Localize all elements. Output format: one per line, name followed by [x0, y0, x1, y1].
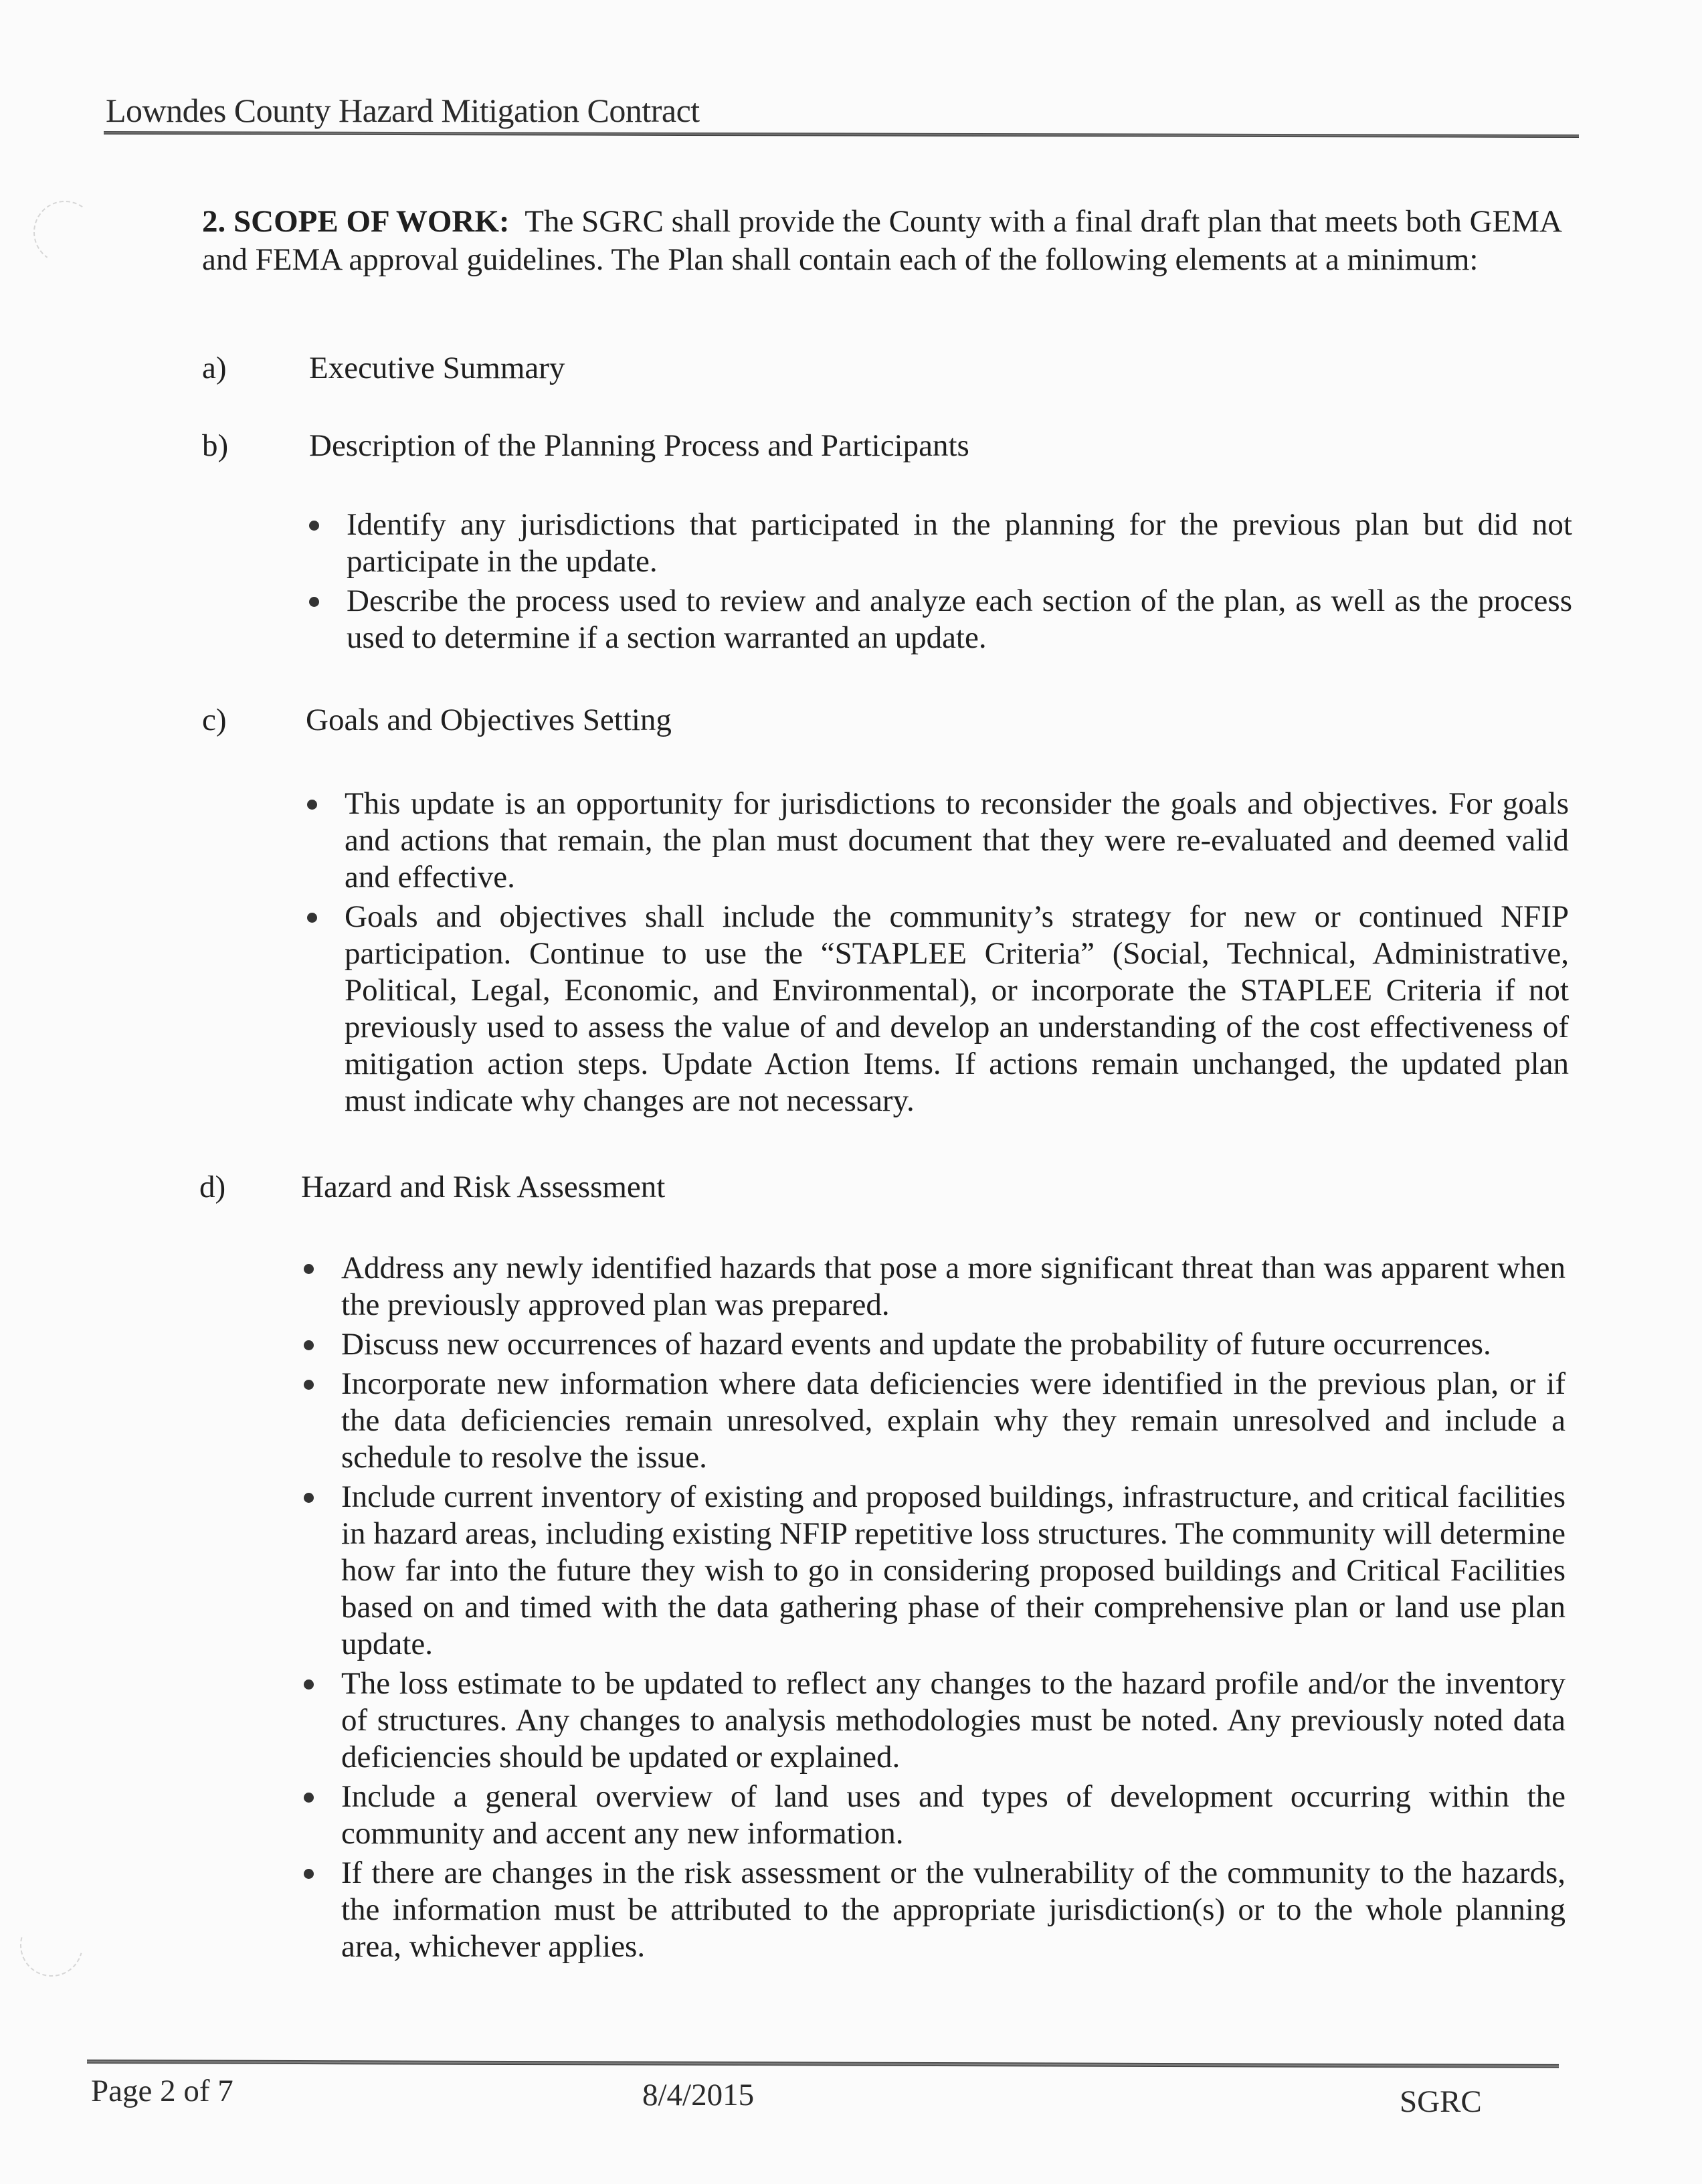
- list-item: Incorporate new information where data deficiencies were identified in the previous plan, or if the data deficiencies remain unresolved, explain why they remain unresolved and include a schedule to resolve the issue.: [294, 1366, 1566, 1476]
- bullet-icon: [304, 1679, 314, 1690]
- section-number-heading: 2. SCOPE OF WORK:: [202, 204, 510, 239]
- list-item: Include a general overview of land uses and types of development occurring within the community and accent any new information.: [294, 1779, 1566, 1852]
- footer-organization: SGRC: [1400, 2084, 1482, 2119]
- page-number: Page 2 of 7: [91, 2074, 233, 2108]
- scope-of-work-intro: [202, 203, 1574, 279]
- section-letter: d): [199, 1170, 226, 1204]
- section-letter: c): [202, 703, 227, 737]
- footer-divider: [87, 2060, 1559, 2068]
- section-title: Hazard and Risk Assessment: [301, 1170, 666, 1204]
- bullet-icon: [309, 597, 319, 607]
- bullet-icon: [304, 1340, 314, 1350]
- bullet-icon: [304, 1869, 314, 1879]
- section-title: Description of the Planning Process and Participants: [309, 428, 969, 463]
- bullet-icon: [304, 1264, 314, 1274]
- list-item: This update is an opportunity for jurisdictions to reconsider the goals and objectives. For goals and actions that remain, the plan must document that they were re-evaluated and deemed valid and effective.: [298, 786, 1569, 896]
- list-item: Discuss new occurrences of hazard events and update the probability of future occurrences.: [294, 1326, 1566, 1363]
- section-letter: b): [202, 428, 229, 463]
- list-item: Goals and objectives shall include the community’s strategy for new or continued NFIP participation. Continue to use the “STAPLEE Criteria” (Social, Technical, Administrative, Political, Legal, Economic, and Environmental), or incorporate the STAPLEE Criteria if not previously used to assess the value of and develop an understanding of the cost effectiveness of mitigation action steps. Update Action Items. If actions remain unchanged, the updated plan must indicate why changes are not necessary.: [298, 899, 1569, 1119]
- bullet-icon: [307, 913, 317, 923]
- bullet-list-b: [300, 507, 1572, 659]
- bullet-icon: [307, 800, 317, 810]
- bullet-icon: [304, 1793, 314, 1803]
- document-header-title: Lowndes County Hazard Mitigation Contract: [106, 92, 700, 129]
- list-item: Include current inventory of existing and proposed buildings, infrastructure, and critical facilities in hazard areas, including existing NFIP repetitive loss structures. The community will determine how far into the future they wish to go in considering proposed buildings and Critical Facilities based on and timed with the data gathering phase of their comprehensive plan or land use plan update.: [294, 1479, 1566, 1663]
- list-item: Describe the process used to review and analyze each section of the plan, as well as the process used to determine if a section warranted an update.: [300, 583, 1572, 656]
- footer-date: 8/4/2015: [642, 2078, 755, 2112]
- hole-punch-mark: [9, 1902, 94, 1988]
- section-title: Executive Summary: [309, 351, 565, 385]
- intro-text: The SGRC shall provide the County with a final draft plan that meets both GEMA and FEMA approval guidelines. The Plan shall contain each of the following elements at a minimum:: [202, 204, 1561, 277]
- list-item: Identify any jurisdictions that participated in the planning for the previous plan but did not participate in the update.: [300, 507, 1572, 580]
- bullet-list-c: [298, 786, 1569, 1122]
- list-item: If there are changes in the risk assessment or the vulnerability of the community to the hazards, the information must be attributed to the appropriate jurisdiction(s) or to the whole planning area, whichever applies.: [294, 1855, 1566, 1965]
- section-letter: a): [202, 351, 227, 385]
- header-divider: [104, 131, 1579, 138]
- bullet-icon: [309, 521, 319, 531]
- list-item: Address any newly identified hazards that pose a more significant threat than was apparent when the previously approved plan was prepared.: [294, 1250, 1566, 1324]
- bullet-icon: [304, 1493, 314, 1503]
- bullet-icon: [304, 1380, 314, 1390]
- section-title: Goals and Objectives Setting: [306, 703, 672, 737]
- hole-punch-mark: [29, 196, 102, 269]
- list-item: The loss estimate to be updated to reflect any changes to the hazard profile and/or the inventory of structures. Any changes to analysis methodologies must be noted. Any previously noted data deficiencies should be updated or explained.: [294, 1665, 1566, 1776]
- bullet-list-d: [294, 1250, 1566, 1968]
